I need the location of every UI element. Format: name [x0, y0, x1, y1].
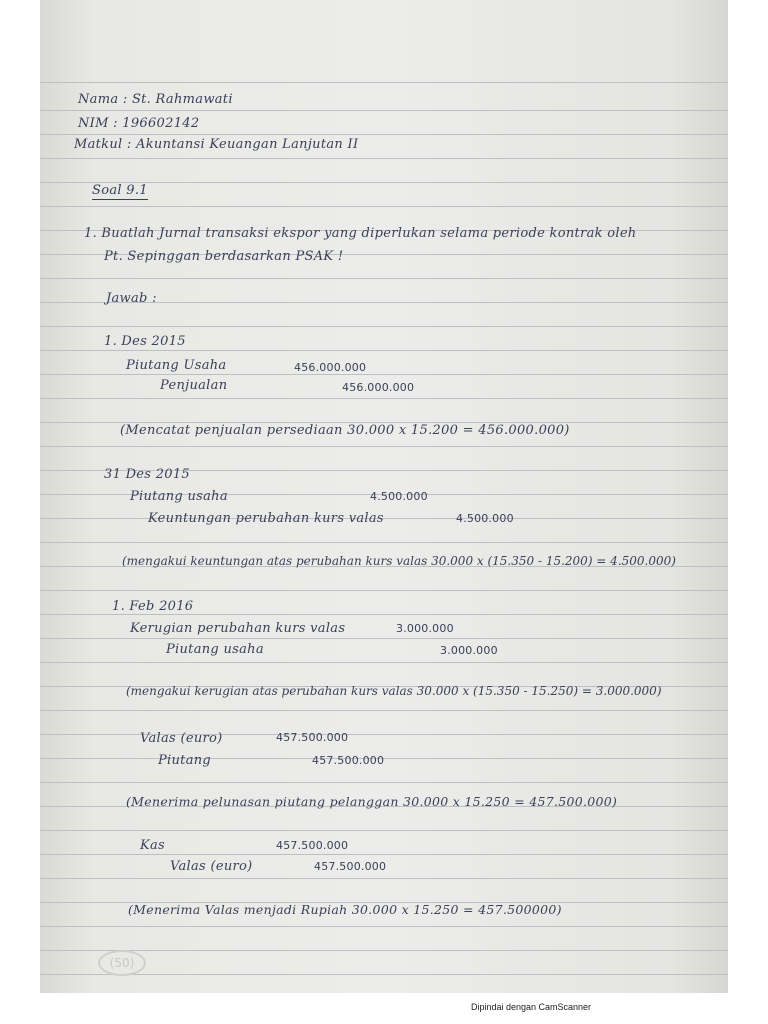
ruled-line	[40, 374, 728, 375]
ruled-line	[40, 878, 728, 879]
matkul-line: Matkul : Akuntansi Keuangan Lanjutan II	[74, 137, 359, 152]
ruled-line	[40, 206, 728, 207]
ruled-line	[40, 662, 728, 663]
credit-amount: 4.500.000	[456, 512, 514, 525]
ruled-line	[40, 326, 728, 327]
ruled-line	[40, 398, 728, 399]
debit-amount: 456.000.000	[294, 361, 367, 374]
debit-amount: 4.500.000	[370, 490, 428, 503]
ruled-line	[40, 950, 728, 951]
ruled-line	[40, 614, 728, 615]
debit-account: Piutang usaha	[130, 489, 228, 504]
journal-note: (Menerima pelunasan piutang pelanggan 30.000 x 15.250 = 457.500.000)	[126, 794, 618, 809]
debit-account: Piutang Usaha	[126, 358, 227, 373]
ruled-line	[40, 638, 728, 639]
page-number-stamp: (50)	[98, 950, 146, 976]
debit-amount: 3.000.000	[396, 622, 454, 635]
soal-heading: Soal 9.1	[92, 183, 148, 198]
question-line-2: Pt. Sepinggan berdasarkan PSAK !	[104, 249, 344, 264]
scanner-footer: Dipindai dengan CamScanner	[470, 1002, 592, 1012]
ruled-line	[40, 830, 728, 831]
debit-amount: 457.500.000	[276, 839, 349, 852]
ruled-line	[40, 278, 728, 279]
ruled-line	[40, 82, 728, 83]
credit-account: Penjualan	[160, 378, 228, 393]
credit-account: Keuntungan perubahan kurs valas	[148, 511, 384, 526]
ruled-line	[40, 590, 728, 591]
journal-note: (Mencatat penjualan persediaan 30.000 x 15.200 = 456.000.000)	[120, 423, 570, 438]
nama-line: Nama : St. Rahmawati	[78, 92, 233, 107]
credit-account: Piutang	[158, 753, 212, 768]
ruled-line	[40, 542, 728, 543]
jawab-label: Jawab :	[106, 291, 157, 306]
credit-amount: 456.000.000	[342, 381, 415, 394]
journal-note: (Menerima Valas menjadi Rupiah 30.000 x 15.250 = 457.500000)	[128, 902, 562, 917]
entry-date: 1. Des 2015	[104, 334, 186, 349]
ruled-line	[40, 782, 728, 783]
ruled-line	[40, 926, 728, 927]
ruled-line	[40, 134, 728, 135]
debit-account: Kas	[140, 838, 166, 853]
ruled-line	[40, 710, 728, 711]
question-line-1: 1. Buatlah Jurnal transaksi ekspor yang diperlukan selama periode kontrak oleh	[84, 226, 637, 241]
credit-account: Valas (euro)	[170, 859, 253, 874]
ruled-line	[40, 446, 728, 447]
notebook-page	[40, 0, 728, 993]
ruled-line	[40, 854, 728, 855]
journal-note: (mengakui keuntungan atas perubahan kurs valas 30.000 x (15.350 - 15.200) = 4.500.000)	[122, 554, 676, 568]
entry-date: 31 Des 2015	[104, 467, 190, 482]
entry-date: 1. Feb 2016	[112, 599, 194, 614]
nim-line: NIM : 196602142	[78, 116, 200, 131]
ruled-line	[40, 518, 728, 519]
credit-amount: 3.000.000	[440, 644, 498, 657]
debit-account: Valas (euro)	[140, 731, 223, 746]
ruled-line	[40, 110, 728, 111]
debit-account: Kerugian perubahan kurs valas	[130, 621, 346, 636]
ruled-line	[40, 350, 728, 351]
credit-amount: 457.500.000	[312, 754, 385, 767]
ruled-line	[40, 974, 728, 975]
credit-amount: 457.500.000	[314, 860, 387, 873]
credit-account: Piutang usaha	[166, 642, 264, 657]
debit-amount: 457.500.000	[276, 731, 349, 744]
journal-note: (mengakui kerugian atas perubahan kurs valas 30.000 x (15.350 - 15.250) = 3.000.000)	[126, 684, 662, 698]
ruled-line	[40, 158, 728, 159]
